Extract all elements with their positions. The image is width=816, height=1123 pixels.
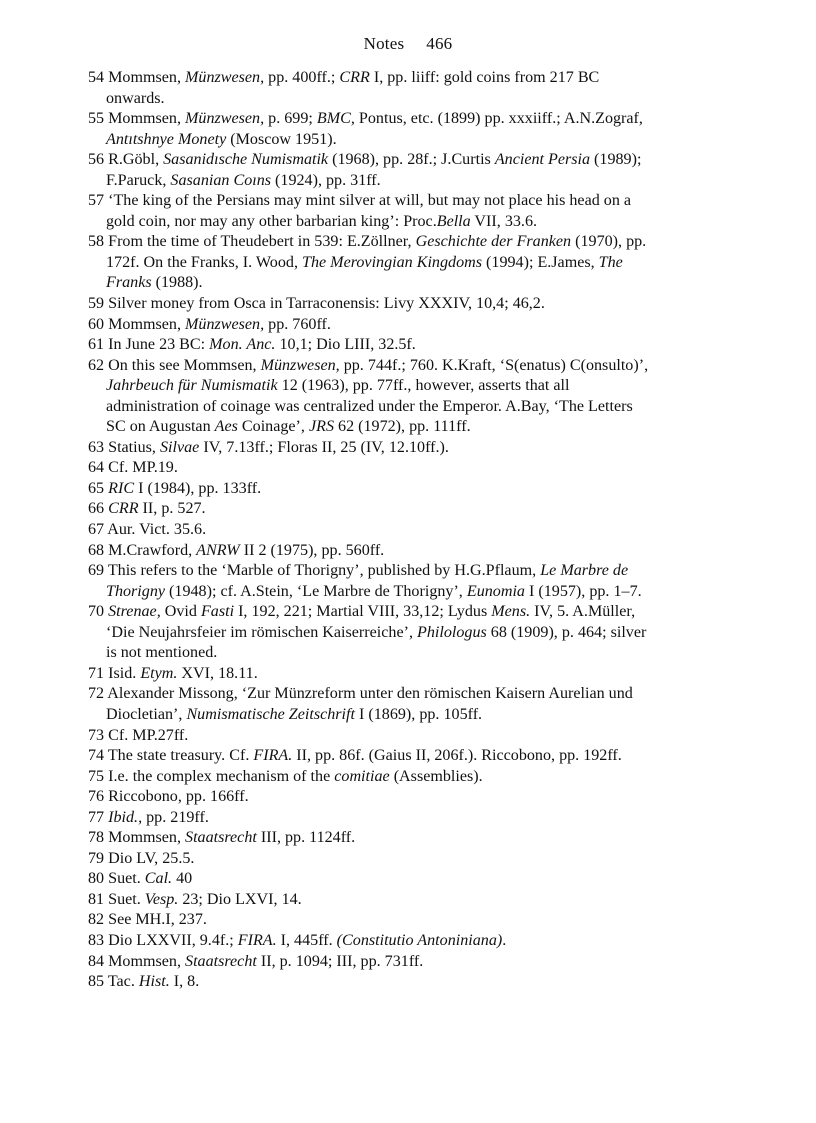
italic-text: comitiae xyxy=(334,767,390,785)
note-text: IV, 7.13ff.; Floras II, 25 (IV, 12.10ff.). xyxy=(199,438,449,456)
italic-text: Antıtshnye Monety xyxy=(106,130,227,148)
italic-text: Silvae xyxy=(159,438,200,456)
note-text: VII, 33.6. xyxy=(470,212,538,230)
italic-text: Franks xyxy=(106,274,152,292)
note-text: Pontus, etc. (1899) pp. xxxiiff.; A.N.Zograf, xyxy=(354,110,643,128)
note-text: 68 (1909), p. 464; silver xyxy=(486,623,647,641)
note-text: Mommsen, xyxy=(104,829,186,847)
italic-text: (Constitutio Antoniniana) xyxy=(336,931,503,949)
italic-text: Hist. xyxy=(138,973,170,991)
note-text: SC on Augustan xyxy=(106,418,215,436)
note-text: pp. 219ff. xyxy=(142,808,209,826)
endnote-81 xyxy=(88,890,758,911)
endnote-79 xyxy=(88,849,758,870)
endnote-66 xyxy=(88,499,758,520)
note-text: I, 8. xyxy=(169,973,200,991)
endnote-73 xyxy=(88,726,758,747)
note-text: M.Crawford, xyxy=(104,541,197,559)
endnote-continuation xyxy=(88,212,758,233)
note-text: Mommsen, xyxy=(104,315,186,333)
note-text: F.Paruck, xyxy=(106,171,171,189)
note-text: pp. 400ff.; xyxy=(264,69,340,86)
endnote-number: 77 xyxy=(88,808,105,826)
note-text: Alexander Missong, ‘Zur Münzreform unter den römischen Kaisern Aurelian und xyxy=(104,685,633,703)
endnote-number: 56 xyxy=(88,151,105,169)
endnote-85 xyxy=(88,972,758,993)
italic-text: Mens. xyxy=(491,603,531,621)
endnote-number: 63 xyxy=(88,438,105,456)
note-text: is not mentioned. xyxy=(106,644,218,662)
italic-text: Fasti xyxy=(200,603,235,621)
note-text: 172f. On the Franks, I. Wood, xyxy=(106,253,302,271)
endnote-56 xyxy=(88,150,758,171)
endnote-61 xyxy=(88,335,758,356)
endnote-70 xyxy=(88,602,758,623)
endnote-continuation xyxy=(88,705,758,726)
endnote-number: 61 xyxy=(88,336,105,354)
note-text: pp. 760ff. xyxy=(264,315,331,333)
italic-text: Etym. xyxy=(140,664,178,682)
note-text: Aur. Vict. 35.6. xyxy=(104,521,207,539)
endnote-number: 58 xyxy=(88,233,105,251)
italic-text: CRR xyxy=(339,69,370,86)
endnote-number: 65 xyxy=(88,479,105,497)
endnote-number: 80 xyxy=(88,870,105,888)
endnote-number: 72 xyxy=(88,685,105,703)
italic-text: ANRW xyxy=(196,541,240,559)
note-text: I, pp. liiff: gold coins from 217 BC xyxy=(369,69,600,86)
endnote-number: 84 xyxy=(88,952,105,970)
note-text: From the time of Theudebert in 539: E.Zöllner, xyxy=(104,233,416,251)
note-text: (1924), pp. 31ff. xyxy=(271,171,381,189)
endnote-number: 57 xyxy=(88,192,105,210)
note-text: (1968), pp. 28f.; J.Curtis xyxy=(328,151,495,169)
endnote-continuation xyxy=(88,89,758,110)
note-text: II, p. 527. xyxy=(138,500,206,518)
italic-text: JRS xyxy=(308,418,334,436)
endnote-57 xyxy=(88,191,758,212)
endnote-number: 75 xyxy=(88,767,105,785)
italic-text: Mon. Anc. xyxy=(209,336,276,354)
endnote-number: 81 xyxy=(88,890,105,908)
note-text: This refers to the ‘Marble of Thorigny’, published by H.G.Pflaum, xyxy=(104,562,541,580)
endnote-58 xyxy=(88,232,758,253)
endnote-number: 67 xyxy=(88,521,105,539)
note-text: II 2 (1975), pp. 560ff. xyxy=(239,541,385,559)
note-text: Ovid xyxy=(160,603,201,621)
note-text: Tac. xyxy=(104,973,139,991)
italic-text: FIRA. xyxy=(253,747,293,765)
endnote-67 xyxy=(88,520,758,541)
endnotes-list xyxy=(88,68,758,993)
note-text: Coinage’, xyxy=(237,418,309,436)
endnote-84 xyxy=(88,952,758,973)
note-text: I.e. the complex mechanism of the xyxy=(104,767,335,785)
endnote-number: 78 xyxy=(88,829,105,847)
endnote-74 xyxy=(88,746,758,767)
note-text: Isid. xyxy=(104,664,141,682)
note-text: Cf. MP.27ff. xyxy=(104,726,189,744)
note-text: Silver money from Osca in Tarraconensis: Livy XXXIV, 10,4; 46,2. xyxy=(104,295,545,313)
endnote-continuation xyxy=(88,397,758,418)
endnote-64 xyxy=(88,458,758,479)
endnote-62 xyxy=(88,356,758,377)
endnote-number: 83 xyxy=(88,931,105,949)
endnote-77 xyxy=(88,808,758,829)
note-text: On this see Mommsen, xyxy=(104,356,261,374)
note-text: I (1984), pp. 133ff. xyxy=(134,479,262,497)
endnote-80 xyxy=(88,869,758,890)
note-text: II, pp. 86f. (Gaius II, 206f.). Riccobono, pp. 192ff. xyxy=(292,747,622,765)
endnote-number: 79 xyxy=(88,849,105,867)
endnote-number: 60 xyxy=(88,315,105,333)
italic-text: Geschichte der Franken xyxy=(415,233,572,251)
endnote-75 xyxy=(88,767,758,788)
endnote-71 xyxy=(88,664,758,685)
endnote-63 xyxy=(88,438,758,459)
note-text: Dio LXXVII, 9.4f.; xyxy=(104,931,238,949)
endnote-65 xyxy=(88,479,758,500)
italic-text: The Merovingian Kingdoms xyxy=(302,253,483,271)
page-number: 466 xyxy=(426,34,453,53)
note-text: 40 xyxy=(172,870,193,888)
endnote-number: 62 xyxy=(88,356,105,374)
note-text: (1994); E.James, xyxy=(482,253,599,271)
note-text: III, pp. 1124ff. xyxy=(256,829,356,847)
endnote-continuation xyxy=(88,273,758,294)
italic-text: Bella xyxy=(436,212,471,230)
note-text: I, 445ff. xyxy=(276,931,337,949)
italic-text: Münzwesen, xyxy=(185,110,265,128)
italic-text: Le Marbre de xyxy=(540,562,629,580)
italic-text: Eunomia xyxy=(466,582,525,600)
note-text: gold coin, nor may any other barbarian king’: Proc. xyxy=(106,212,437,230)
note-text: (1970), pp. xyxy=(571,233,647,251)
endnote-continuation xyxy=(88,130,758,151)
note-text: (1948); cf. A.Stein, ‘Le Marbre de Thorigny’, xyxy=(165,582,467,600)
endnote-54 xyxy=(88,68,758,89)
note-text: 12 (1963), pp. 77ff., however, asserts that all xyxy=(277,377,570,395)
note-text: 62 (1972), pp. 111ff. xyxy=(334,418,471,436)
italic-text: BMC, xyxy=(316,110,355,128)
note-text: (Moscow 1951). xyxy=(226,130,337,148)
italic-text: CRR xyxy=(108,500,139,518)
note-text: Diocletian’, xyxy=(106,705,187,723)
endnote-number: 73 xyxy=(88,726,105,744)
note-text: I (1869), pp. 105ff. xyxy=(354,705,483,723)
endnote-number: 76 xyxy=(88,788,105,806)
endnote-number: 59 xyxy=(88,295,105,313)
endnote-82 xyxy=(88,910,758,931)
note-text: II, p. 1094; III, pp. 731ff. xyxy=(256,952,424,970)
endnote-number: 82 xyxy=(88,911,105,929)
endnote-number: 54 xyxy=(88,69,105,86)
note-text: Dio LV, 25.5. xyxy=(104,849,195,867)
endnote-continuation xyxy=(88,582,758,603)
endnote-continuation xyxy=(88,623,758,644)
note-text: I, 192, 221; Martial VIII, 33,12; Lydus xyxy=(234,603,492,621)
italic-text: Ibid., xyxy=(108,808,143,826)
note-text: The state treasury. Cf. xyxy=(104,747,254,765)
note-text: . xyxy=(502,931,507,949)
italic-text: Münzwesen, xyxy=(185,315,265,333)
endnote-number: 64 xyxy=(88,459,105,477)
note-text: Cf. MP.19. xyxy=(104,459,178,477)
endnote-83 xyxy=(88,931,758,952)
note-text: p. 699; xyxy=(264,110,317,128)
endnote-number: 68 xyxy=(88,541,105,559)
endnote-55 xyxy=(88,109,758,130)
note-text: Mommsen, xyxy=(104,952,186,970)
note-text: Suet. xyxy=(104,870,145,888)
endnote-number: 74 xyxy=(88,747,105,765)
italic-text: Thorigny xyxy=(106,582,166,600)
italic-text: Staatsrecht xyxy=(185,829,257,847)
endnote-60 xyxy=(88,315,758,336)
italic-text: Sasanian Coıns xyxy=(170,171,272,189)
italic-text: Staatsrecht xyxy=(185,952,257,970)
italic-text: Ancient Persia xyxy=(494,151,591,169)
endnote-number: 66 xyxy=(88,500,105,518)
italic-text: Philologus xyxy=(417,623,487,641)
endnote-number: 69 xyxy=(88,562,105,580)
italic-text: Sasanidısche Numismatik xyxy=(163,151,329,169)
endnote-78 xyxy=(88,828,758,849)
note-text: In June 23 BC: xyxy=(104,336,210,354)
endnote-number: 70 xyxy=(88,603,105,621)
note-text: (1989); xyxy=(590,151,642,169)
note-text: (1988). xyxy=(151,274,203,292)
italic-text: Strenae, xyxy=(108,603,161,621)
note-text: Riccobono, pp. 166ff. xyxy=(104,788,249,806)
note-text: Mommsen, xyxy=(104,69,186,86)
italic-text: Aes xyxy=(214,418,238,436)
italic-text: RIC xyxy=(108,479,135,497)
endnote-number: 85 xyxy=(88,973,105,991)
endnote-68 xyxy=(88,541,758,562)
endnote-continuation xyxy=(88,417,758,438)
endnote-number: 55 xyxy=(88,110,105,128)
endnote-continuation xyxy=(88,253,758,274)
note-text: pp. 744f.; 760. K.Kraft, ‘S(enatus) C(onsulto)’, xyxy=(339,356,649,374)
note-text: Statius, xyxy=(104,438,160,456)
italic-text: Münzwesen, xyxy=(260,356,340,374)
endnote-number: 71 xyxy=(88,664,105,682)
endnote-continuation xyxy=(88,171,758,192)
endnote-59 xyxy=(88,294,758,315)
italic-text: Cal. xyxy=(144,870,173,888)
endnote-76 xyxy=(88,787,758,808)
note-text: Mommsen, xyxy=(104,110,186,128)
note-text: I (1957), pp. 1–7. xyxy=(524,582,642,600)
note-text: IV, 5. A.Müller, xyxy=(530,603,636,621)
italic-text: Numismatische Zeitschrift xyxy=(186,705,355,723)
italic-text: The xyxy=(598,253,623,271)
endnote-72 xyxy=(88,684,758,705)
note-text: See MH.I, 237. xyxy=(104,911,207,929)
note-text: 10,1; Dio LIII, 32.5f. xyxy=(275,336,416,354)
italic-text: Jahrbeuch für Numismatik xyxy=(106,377,278,395)
note-text: XVI, 18.11. xyxy=(177,664,258,682)
endnote-continuation xyxy=(88,376,758,397)
running-head xyxy=(0,34,816,54)
note-text: R.Göbl, xyxy=(104,151,164,169)
note-text: ‘Die Neujahrsfeier im römischen Kaiserreiche’, xyxy=(106,623,418,641)
note-text: Suet. xyxy=(104,890,145,908)
endnote-69 xyxy=(88,561,758,582)
italic-text: Vesp. xyxy=(144,890,179,908)
italic-text: FIRA. xyxy=(237,931,277,949)
note-text: onwards. xyxy=(106,89,165,107)
note-text: ‘The king of the Persians may mint silver at will, but may not place his head on a xyxy=(104,192,632,210)
endnote-continuation xyxy=(88,643,758,664)
running-head-title: Notes xyxy=(363,34,405,53)
note-text: administration of coinage was centralized under the Emperor. A.Bay, ‘The Letters xyxy=(106,397,633,415)
note-text: 23; Dio LXVI, 14. xyxy=(178,890,302,908)
italic-text: Münzwesen, xyxy=(185,69,265,86)
note-text: (Assemblies). xyxy=(389,767,483,785)
